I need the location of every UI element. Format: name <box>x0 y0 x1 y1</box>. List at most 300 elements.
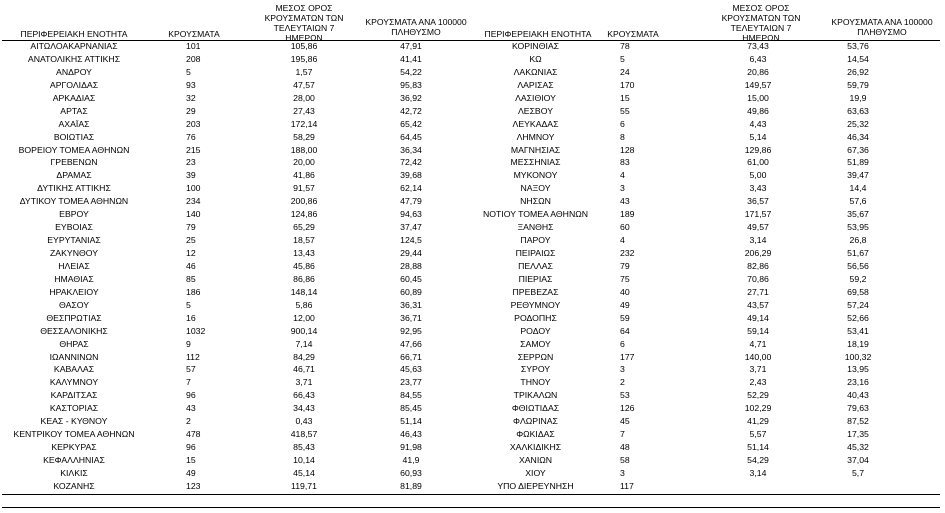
table-row <box>478 208 943 221</box>
table-row <box>478 79 943 92</box>
per-100k-cell: 35,67 <box>847 209 869 220</box>
cases-cell: 189 <box>620 209 635 220</box>
cases-cell: 60 <box>620 222 630 233</box>
average-cell: 86,86 <box>293 273 315 284</box>
region-cell: ΚΕΑΣ - ΚΥΘΝΟΥ <box>40 416 108 427</box>
table-row <box>478 260 943 273</box>
region-cell: ΤΗΝΟΥ <box>520 377 551 388</box>
table-row <box>4 182 474 195</box>
per-100k-cell: 29,44 <box>400 248 422 258</box>
region-cell: ΚΑΣΤΟΡΙΑΣ <box>49 403 99 414</box>
region-cell: ΧΑΛΚΙΔΙΚΗΣ <box>509 442 562 453</box>
table-row <box>4 221 474 234</box>
table-row <box>4 169 474 182</box>
average-cell: 900,14 <box>290 325 318 336</box>
region-cell: ΚΩ <box>529 53 542 64</box>
cases-cell: 29 <box>186 105 196 116</box>
table-row <box>478 66 943 79</box>
table-row <box>4 351 474 364</box>
table-row <box>478 299 943 312</box>
table-row <box>478 144 943 157</box>
table-row <box>478 105 943 118</box>
average-cell: 2,43 <box>749 377 767 388</box>
average-cell: 418,57 <box>290 429 318 440</box>
per-100k-cell: 40,43 <box>847 390 869 401</box>
per-100k-cell: 54,22 <box>400 66 422 77</box>
average-cell: 13,43 <box>293 248 315 258</box>
average-cell: 0,43 <box>295 416 313 427</box>
average-cell: 45,86 <box>293 260 315 271</box>
per-100k-cell: 39,68 <box>400 170 422 181</box>
region-cell: ΣΥΡΟΥ <box>520 364 551 375</box>
left-table <box>4 0 474 493</box>
cases-cell: 32 <box>186 92 196 103</box>
per-100k-cell: 53,41 <box>847 325 869 336</box>
per-100k-cell: 124,5 <box>400 235 422 246</box>
average-cell: 124,86 <box>290 209 318 220</box>
table-row <box>4 363 474 376</box>
cases-cell: 177 <box>620 351 635 362</box>
per-100k-cell: 51,89 <box>847 157 869 168</box>
per-100k-cell: 47,79 <box>400 196 422 207</box>
table-row <box>478 53 943 66</box>
region-cell: ΘΕΣΣΑΛΟΝΙΚΗΣ <box>40 325 108 336</box>
average-cell: 1,57 <box>295 66 313 77</box>
region-cell: ΝΗΣΩΝ <box>520 196 551 207</box>
region-cell: ΝΑΞΟΥ <box>520 183 551 194</box>
average-cell: 85,43 <box>293 442 315 453</box>
average-cell: 20,86 <box>747 66 769 77</box>
cases-cell: 9 <box>186 338 191 349</box>
cases-cell: 208 <box>186 53 201 64</box>
region-cell: ΠΕΛΛΑΣ <box>518 260 553 271</box>
table-row <box>4 195 474 208</box>
region-cell: ΗΡΑΚΛΕΙΟΥ <box>49 286 99 297</box>
per-100k-cell: 60,45 <box>400 273 422 284</box>
column-header-cases: ΚΡΟΥΣΜΑΤΑ <box>168 29 220 39</box>
region-cell: ΚΑΡΔΙΤΣΑΣ <box>50 390 98 401</box>
average-cell: 34,43 <box>293 403 315 414</box>
average-cell: 10,14 <box>293 455 315 465</box>
cases-cell: 93 <box>186 79 196 90</box>
region-cell: ΘΕΣΠΡΩΤΙΑΣ <box>46 312 102 323</box>
table-row <box>478 182 943 195</box>
table-row <box>4 40 474 53</box>
region-cell: ΑΡΚΑΔΙΑΣ <box>52 92 96 103</box>
cases-cell: 100 <box>186 183 201 194</box>
cases-cell: 234 <box>186 196 201 207</box>
region-cell: ΧΑΝΙΩΝ <box>518 455 553 465</box>
average-cell: 5,14 <box>749 131 767 142</box>
average-cell: 5,86 <box>295 299 313 310</box>
per-100k-cell: 57,24 <box>847 299 869 310</box>
average-cell: 105,86 <box>290 41 318 51</box>
table-row <box>478 156 943 169</box>
per-100k-cell: 41,9 <box>402 455 420 465</box>
cases-cell: 3 <box>620 364 625 375</box>
average-cell: 58,29 <box>293 131 315 142</box>
table-row <box>4 79 474 92</box>
average-cell: 45,14 <box>293 467 315 478</box>
per-100k-cell: 17,35 <box>847 429 869 440</box>
cases-cell: 15 <box>186 455 196 465</box>
table-row <box>4 105 474 118</box>
per-100k-cell: 64,45 <box>400 131 422 142</box>
table-row <box>4 273 474 286</box>
average-cell: 172,14 <box>290 118 318 129</box>
average-cell: 206,29 <box>744 248 772 258</box>
average-cell: 36,57 <box>747 196 769 207</box>
cases-cell: 45 <box>620 416 630 427</box>
region-cell: ΥΠΟ ΔΙΕΡΕΥΝΗΣΗ <box>497 480 574 491</box>
per-100k-cell: 42,72 <box>400 105 422 116</box>
table-row <box>478 273 943 286</box>
table-row <box>478 402 943 415</box>
region-cell: ΛΗΜΝΟΥ <box>516 131 555 142</box>
region-cell: ΚΕΦΑΛΛΗΝΙΑΣ <box>43 455 105 465</box>
region-cell: ΕΒΡΟΥ <box>59 209 89 220</box>
cases-cell: 112 <box>186 351 200 362</box>
region-cell: ΣΕΡΡΩΝ <box>517 351 554 362</box>
cases-cell: 85 <box>186 273 196 284</box>
average-cell: 188,00 <box>290 144 318 155</box>
table-row <box>478 92 943 105</box>
table-row <box>4 92 474 105</box>
region-cell: ΠΑΡΟΥ <box>520 235 551 246</box>
right-table-body <box>478 40 943 493</box>
cases-cell: 123 <box>186 480 201 491</box>
average-cell: 20,00 <box>293 157 315 168</box>
cases-cell: 4 <box>620 170 625 181</box>
per-100k-cell: 5,7 <box>851 467 865 478</box>
average-cell: 7,14 <box>295 338 313 349</box>
average-cell: 51,14 <box>747 442 769 453</box>
region-cell: ΙΩΑΝΝΙΝΩΝ <box>49 351 99 362</box>
table-row <box>4 467 474 480</box>
average-cell: 61,00 <box>747 157 769 168</box>
average-cell: 49,86 <box>747 105 769 116</box>
table-row <box>478 480 943 493</box>
cases-cell: 79 <box>186 222 196 233</box>
table-row <box>478 351 943 364</box>
cases-cell: 232 <box>620 248 635 258</box>
cases-cell: 46 <box>186 260 196 271</box>
region-cell: ΦΩΚΙΔΑΣ <box>516 429 555 440</box>
region-cell: ΚΑΒΑΛΑΣ <box>53 364 95 375</box>
per-100k-cell: 59,79 <box>847 79 869 90</box>
cases-cell: 96 <box>186 390 196 401</box>
cases-cell: 57 <box>186 364 196 375</box>
average-cell: 3,71 <box>295 377 313 388</box>
per-100k-cell: 45,32 <box>847 442 869 453</box>
cases-cell: 186 <box>186 286 201 297</box>
cases-cell: 8 <box>620 131 625 142</box>
region-cell: ΛΕΣΒΟΥ <box>517 105 554 116</box>
region-cell: ΚΕΡΚΥΡΑΣ <box>51 442 97 453</box>
cases-cell: 12 <box>186 248 196 258</box>
table-row <box>4 286 474 299</box>
region-cell: ΗΛΕΙΑΣ <box>58 260 90 271</box>
cases-cell: 4 <box>620 235 625 246</box>
average-cell: 129,86 <box>744 144 772 155</box>
table-row <box>4 325 474 338</box>
average-cell: 82,86 <box>747 260 769 271</box>
average-cell: 3,71 <box>749 364 767 375</box>
per-100k-cell: 87,52 <box>847 416 869 427</box>
cases-cell: 16 <box>186 312 196 323</box>
region-cell: ΚΟΡΙΝΘΙΑΣ <box>511 41 560 51</box>
table-row <box>478 325 943 338</box>
region-cell: ΖΑΚΥΝΘΟΥ <box>50 248 98 258</box>
per-100k-cell: 14,4 <box>849 183 867 194</box>
cases-cell: 215 <box>186 144 201 155</box>
per-100k-cell: 46,43 <box>400 429 422 440</box>
per-100k-cell: 67,36 <box>847 144 869 155</box>
average-cell: 195,86 <box>290 53 318 64</box>
table-row <box>478 467 943 480</box>
table-row <box>4 156 474 169</box>
table-row <box>4 376 474 389</box>
table-row <box>4 402 474 415</box>
average-cell: 200,86 <box>290 196 318 207</box>
region-cell: ΘΗΡΑΣ <box>59 338 89 349</box>
cases-cell: 53 <box>620 390 630 401</box>
per-100k-cell: 37,47 <box>400 222 422 233</box>
region-cell: ΛΑΣΙΘΙΟΥ <box>515 92 556 103</box>
average-cell: 12,00 <box>293 312 315 323</box>
average-cell: 49,14 <box>747 312 769 323</box>
table-row <box>478 286 943 299</box>
average-cell: 4,71 <box>749 338 767 349</box>
per-100k-cell: 47,91 <box>400 41 422 51</box>
column-header-region: ΠΕΡΙΦΕΡΕΙΑΚΗ ΕΝΟΤΗΤΑ <box>20 29 128 39</box>
average-cell: 149,57 <box>744 79 772 90</box>
per-100k-cell: 19,9 <box>849 92 867 103</box>
table-row <box>4 415 474 428</box>
region-cell: ΦΛΩΡΙΝΑΣ <box>513 416 558 427</box>
cases-cell: 7 <box>186 377 191 388</box>
region-cell: ΚΟΖΑΝΗΣ <box>53 480 95 491</box>
per-100k-cell: 81,89 <box>400 480 422 491</box>
table-row <box>4 260 474 273</box>
per-100k-cell: 63,63 <box>847 105 869 116</box>
per-100k-cell: 53,76 <box>847 41 869 51</box>
per-100k-cell: 62,14 <box>400 183 422 194</box>
per-100k-cell: 18,19 <box>847 338 869 349</box>
average-cell: 3,43 <box>749 183 767 194</box>
average-cell: 59,14 <box>747 325 769 336</box>
per-100k-cell: 60,89 <box>400 286 422 297</box>
average-cell: 5,00 <box>749 170 767 181</box>
per-100k-cell: 36,31 <box>400 299 422 310</box>
cases-cell: 5 <box>620 53 625 64</box>
cases-cell: 7 <box>620 429 625 440</box>
average-cell: 66,43 <box>293 390 315 401</box>
cases-cell: 140 <box>186 209 201 220</box>
table-row <box>478 428 943 441</box>
region-cell: ΡΟΔΟΠΗΣ <box>514 312 557 323</box>
region-cell: ΚΕΝΤΡΙΚΟΥ ΤΟΜΕΑ ΑΘΗΝΩΝ <box>13 429 135 440</box>
cases-cell: 83 <box>620 157 630 168</box>
per-100k-cell: 23,77 <box>400 377 422 388</box>
cases-cell: 49 <box>186 467 196 478</box>
cases-cell: 1032 <box>186 325 206 336</box>
cases-cell: 55 <box>620 105 630 116</box>
average-cell: 54,29 <box>747 455 769 465</box>
cases-cell: 59 <box>620 312 630 323</box>
table-row <box>4 480 474 493</box>
cases-cell: 76 <box>186 131 196 142</box>
cases-cell: 58 <box>620 455 630 465</box>
per-100k-cell: 37,04 <box>847 455 869 465</box>
average-cell: 52,29 <box>747 390 769 401</box>
region-cell: ΚΙΛΚΙΣ <box>60 467 88 478</box>
cases-cell: 40 <box>620 286 630 297</box>
table-row <box>4 441 474 454</box>
average-cell: 65,29 <box>293 222 315 233</box>
average-cell: 91,57 <box>293 183 315 194</box>
cases-cell: 3 <box>620 183 625 194</box>
per-100k-cell: 28,88 <box>400 260 422 271</box>
region-cell: ΑΡΤΑΣ <box>60 105 88 116</box>
cases-cell: 43 <box>186 403 196 414</box>
region-cell: ΠΡΕΒΕΖΑΣ <box>512 286 559 297</box>
column-header-region: ΠΕΡΙΦΕΡΕΙΑΚΗ ΕΝΟΤΗΤΑ <box>484 29 592 39</box>
average-cell: 41,86 <box>293 170 315 181</box>
per-100k-cell: 65,42 <box>400 118 422 129</box>
table-row <box>4 312 474 325</box>
cases-cell: 203 <box>186 118 201 129</box>
average-cell: 18,57 <box>293 235 315 246</box>
per-100k-cell: 53,95 <box>847 222 869 233</box>
average-cell: 43,57 <box>747 299 769 310</box>
table-row <box>478 131 943 144</box>
header-divider <box>2 40 940 41</box>
average-cell: 3,14 <box>749 235 767 246</box>
per-100k-cell: 57,6 <box>849 196 867 207</box>
region-cell: ΜΥΚΟΝΟΥ <box>513 170 558 181</box>
cases-cell: 6 <box>620 338 625 349</box>
region-cell: ΜΑΓΝΗΣΙΑΣ <box>510 144 561 155</box>
region-cell: ΦΘΙΩΤΙΔΑΣ <box>511 403 560 414</box>
table-row <box>4 338 474 351</box>
per-100k-cell: 72,42 <box>400 157 422 168</box>
per-100k-cell: 66,71 <box>400 351 422 362</box>
region-cell: ΑΝΑΤΟΛΙΚΗΣ ΑΤΤΙΚΗΣ <box>27 53 121 64</box>
region-cell: ΗΜΑΘΙΑΣ <box>54 273 94 284</box>
average-cell: 73,43 <box>747 41 769 51</box>
average-cell: 28,00 <box>293 92 315 103</box>
average-cell: 171,57 <box>744 209 772 220</box>
average-cell: 84,29 <box>293 351 315 362</box>
table-row <box>4 208 474 221</box>
region-cell: ΘΑΣΟΥ <box>58 299 90 310</box>
region-cell: ΡΟΔΟΥ <box>520 325 551 336</box>
per-100k-cell: 56,56 <box>847 260 869 271</box>
per-100k-cell: 46,34 <box>847 131 869 142</box>
per-100k-cell: 92,95 <box>400 325 422 336</box>
cases-cell: 2 <box>186 416 191 427</box>
table-row <box>478 454 943 467</box>
per-100k-cell: 52,66 <box>847 312 869 323</box>
per-100k-cell: 47,66 <box>400 338 422 349</box>
table-row <box>478 376 943 389</box>
table-row <box>4 389 474 402</box>
region-cell: ΜΕΣΣΗΝΙΑΣ <box>510 157 561 168</box>
region-cell: ΑΙΤΩΛΟΑΚΑΡΝΑΝΙΑΣ <box>30 41 118 51</box>
region-cell: ΛΑΡΙΣΑΣ <box>517 79 554 90</box>
average-cell: 27,43 <box>293 105 315 116</box>
left-table-header <box>4 0 474 43</box>
per-100k-cell: 95,83 <box>400 79 422 90</box>
region-cell: ΛΕΥΚΑΔΑΣ <box>512 118 559 129</box>
average-cell: 119,71 <box>291 480 317 491</box>
table-row <box>4 118 474 131</box>
region-cell: ΔΡΑΜΑΣ <box>56 170 92 181</box>
per-100k-cell: 91,98 <box>400 442 422 453</box>
table-row <box>4 247 474 260</box>
table-row <box>4 454 474 467</box>
table-row <box>478 415 943 428</box>
average-cell: 140,00 <box>744 351 772 362</box>
region-cell: ΑΡΓΟΛΙΔΑΣ <box>49 79 99 90</box>
cases-cell: 64 <box>620 325 630 336</box>
table-row <box>4 131 474 144</box>
table-row <box>478 221 943 234</box>
region-cell: ΠΕΙΡΑΙΩΣ <box>515 248 556 258</box>
column-header-per-100k: ΚΡΟΥΣΜΑΤΑ ΑΝΑ 100000 ΠΛΗΘΥΣΜΟ <box>365 17 467 37</box>
per-100k-cell: 36,71 <box>400 312 422 323</box>
per-100k-cell: 85,45 <box>400 403 422 414</box>
region-cell: ΝΟΤΙΟΥ ΤΟΜΕΑ ΑΘΗΝΩΝ <box>483 209 588 220</box>
table-row <box>4 53 474 66</box>
average-cell: 70,86 <box>747 273 769 284</box>
left-table-body <box>4 40 474 493</box>
region-cell: ΑΝΔΡΟΥ <box>56 66 92 77</box>
table-row <box>478 312 943 325</box>
cases-cell: 128 <box>620 144 635 155</box>
region-cell: ΕΥΒΟΙΑΣ <box>55 222 93 233</box>
table-row <box>478 234 943 247</box>
average-cell: 4,43 <box>749 118 767 129</box>
column-header-7day-average: ΜΕΣΟΣ ΟΡΟΣ ΚΡΟΥΣΜΑΤΩΝ ΤΩΝ ΤΕΛΕΥΤΑΙΩΝ 7 ΗΜΕΡΩΝ <box>721 3 801 43</box>
table-row <box>478 118 943 131</box>
cases-cell: 5 <box>186 66 191 77</box>
cases-cell: 2 <box>620 377 625 388</box>
average-cell: 27,71 <box>747 286 769 297</box>
cases-cell: 79 <box>620 260 630 271</box>
average-cell: 6,43 <box>749 53 767 64</box>
table-row <box>478 169 943 182</box>
cases-cell: 5 <box>186 299 191 310</box>
table-row <box>4 234 474 247</box>
cases-cell: 75 <box>620 273 630 284</box>
per-100k-cell: 79,63 <box>847 403 869 414</box>
table-bottom-rule <box>2 494 940 495</box>
region-cell: ΕΥΡΥΤΑΝΙΑΣ <box>47 235 101 246</box>
per-100k-cell: 26,8 <box>849 235 867 246</box>
table-row <box>4 66 474 79</box>
region-cell: ΣΑΜΟΥ <box>520 338 551 349</box>
per-100k-cell: 84,55 <box>400 390 422 401</box>
column-header-cases: ΚΡΟΥΣΜΑΤΑ <box>607 29 659 39</box>
table-row <box>4 428 474 441</box>
table-row <box>4 144 474 157</box>
region-cell: ΑΧΑΪΑΣ <box>58 118 90 129</box>
region-cell: ΞΑΝΘΗΣ <box>517 222 554 233</box>
cases-cell: 23 <box>186 157 196 168</box>
column-header-per-100k: ΚΡΟΥΣΜΑΤΑ ΑΝΑ 100000 ΠΛΗΘΥΣΜΟ <box>831 17 933 37</box>
